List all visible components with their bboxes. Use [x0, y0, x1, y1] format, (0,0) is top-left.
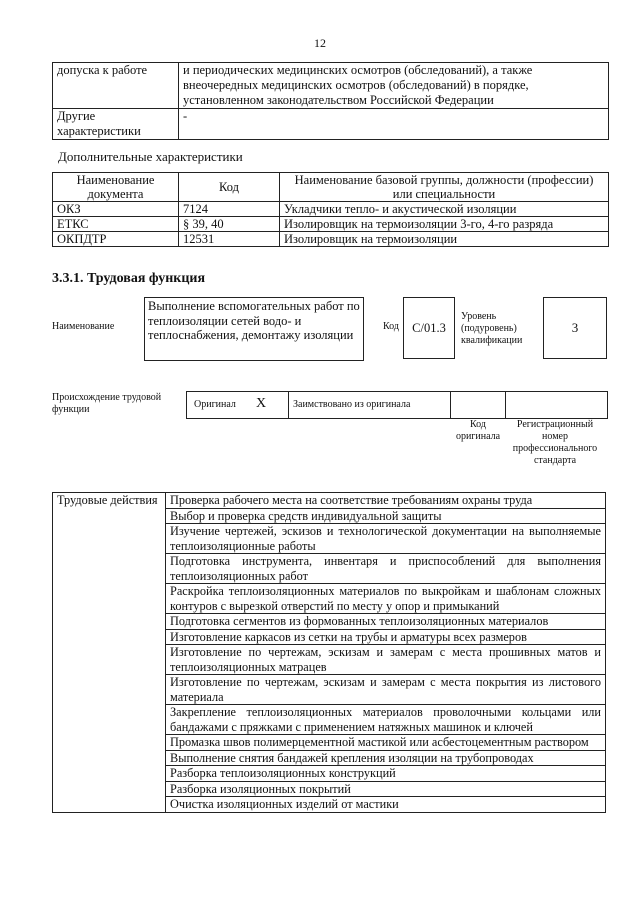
original-cell: [187, 392, 289, 418]
table-row: [53, 232, 609, 247]
table-cell: Изолировщик на термоизоляции: [280, 232, 609, 247]
origin-label: Происхождение трудовой функции: [52, 392, 162, 415]
list-item: Раскройка теплоизоляционных материалов по выкройкам и шаблонам сложных контуров с вырезкой отверстий по месту у опор и примыканий: [166, 584, 606, 614]
additional-characteristics-title: Дополнительные характеристики: [58, 149, 243, 164]
list-item: Разборка теплоизоляционных конструкций: [166, 766, 606, 782]
table-cell: ОКЗ: [53, 202, 179, 217]
list-item: Изучение чертежей, эскизов и технологической документации на выполняемые теплоизоляционные работы: [166, 524, 606, 554]
original-mark: X: [256, 396, 267, 411]
table-cell: допуска к работе: [53, 63, 179, 109]
list-item: Проверка рабочего места на соответствие требованиям охраны труда: [166, 493, 606, 509]
list-item: Изготовление по чертежам, эскизам и замерам с места покрытия из листового материала: [166, 675, 606, 705]
table-row: [53, 217, 609, 232]
table-cell: Изолировщик на термоизоляции 3-го, 4-го разряда: [280, 217, 609, 232]
list-item: Изготовление по чертежам, эскизам и замерам с места прошивных матов и теплоизоляционных матрацев: [166, 645, 606, 675]
section-title: 3.3.1. Трудовая функция: [52, 271, 206, 286]
labor-actions-table: [52, 492, 606, 813]
table-cell: Укладчики тепло- и акустической изоляции: [280, 202, 609, 217]
page-number: 12: [314, 36, 326, 50]
code-label: Код: [383, 321, 399, 332]
list-item: Промазка швов полимерцементной мастикой или асбестоцементным раствором: [166, 735, 606, 751]
table-cell: § 39, 40: [179, 217, 280, 232]
name-label: Наименование: [52, 321, 115, 332]
table-cell: ОКПДТР: [53, 232, 179, 247]
list-item: Подготовка инструмента, инвентаря и приспособлений для выполнения теплоизоляционных работ: [166, 554, 606, 584]
list-item: Подготовка сегментов из формованных теплоизоляционных материалов: [166, 614, 606, 630]
column-header: Код: [179, 173, 280, 202]
list-item: Разборка изоляционных покрытий: [166, 781, 606, 797]
qualification-level-box: 3: [543, 297, 607, 359]
original-code-caption: Код оригинала: [455, 419, 501, 442]
column-header: Наименование документа: [53, 173, 179, 202]
table-cell: и периодических медицинских осмотров (обследований), а также внеочередных медицинских осмотров (обследований) в порядке, установленном законодательством Российской Федерации: [179, 63, 609, 109]
column-header: Наименование базовой группы, должности (профессии) или специальности: [280, 173, 609, 202]
table-cell: 12531: [179, 232, 280, 247]
qualification-level-label: Уровень (подуровень) квалификации: [461, 311, 523, 346]
table-cell: -: [179, 109, 609, 140]
function-code-box: С/01.3: [403, 297, 455, 359]
table-row: [53, 493, 606, 509]
additional-characteristics-table: [52, 172, 609, 247]
table-cell: Другие характеристики: [53, 109, 179, 140]
original-label: Оригинал: [194, 399, 236, 410]
borrowed-label: Заимствовано из оригинала: [293, 399, 411, 410]
table-row: [53, 63, 609, 109]
list-item: Закрепление теплоизоляционных материалов проволочными кольцами или бандажами с пряжками с применением натяжных машинок и ключей: [166, 705, 606, 735]
table-row: [53, 109, 609, 140]
list-item: Изготовление каркасов из сетки на трубы и арматуры всех размеров: [166, 629, 606, 645]
original-code-cell: [450, 392, 506, 418]
list-item: Выполнение снятия бандажей крепления изоляции на трубопроводах: [166, 750, 606, 766]
requirements-table: [52, 62, 609, 140]
table-row: [53, 202, 609, 217]
table-cell: 7124: [179, 202, 280, 217]
table-header-row: [53, 173, 609, 202]
origin-row: [186, 391, 608, 419]
function-name-box: Выполнение вспомогательных работ по теплоизоляции сетей водо- и теплоснабжения, демонтажу изоляции: [144, 297, 364, 361]
registration-number-caption: Регистрационный номер профессионального стандарта: [512, 419, 598, 466]
labor-actions-label: Трудовые действия: [53, 493, 166, 813]
list-item: Очистка изоляционных изделий от мастики: [166, 797, 606, 813]
list-item: Выбор и проверка средств индивидуальной защиты: [166, 508, 606, 524]
table-cell: ЕТКС: [53, 217, 179, 232]
